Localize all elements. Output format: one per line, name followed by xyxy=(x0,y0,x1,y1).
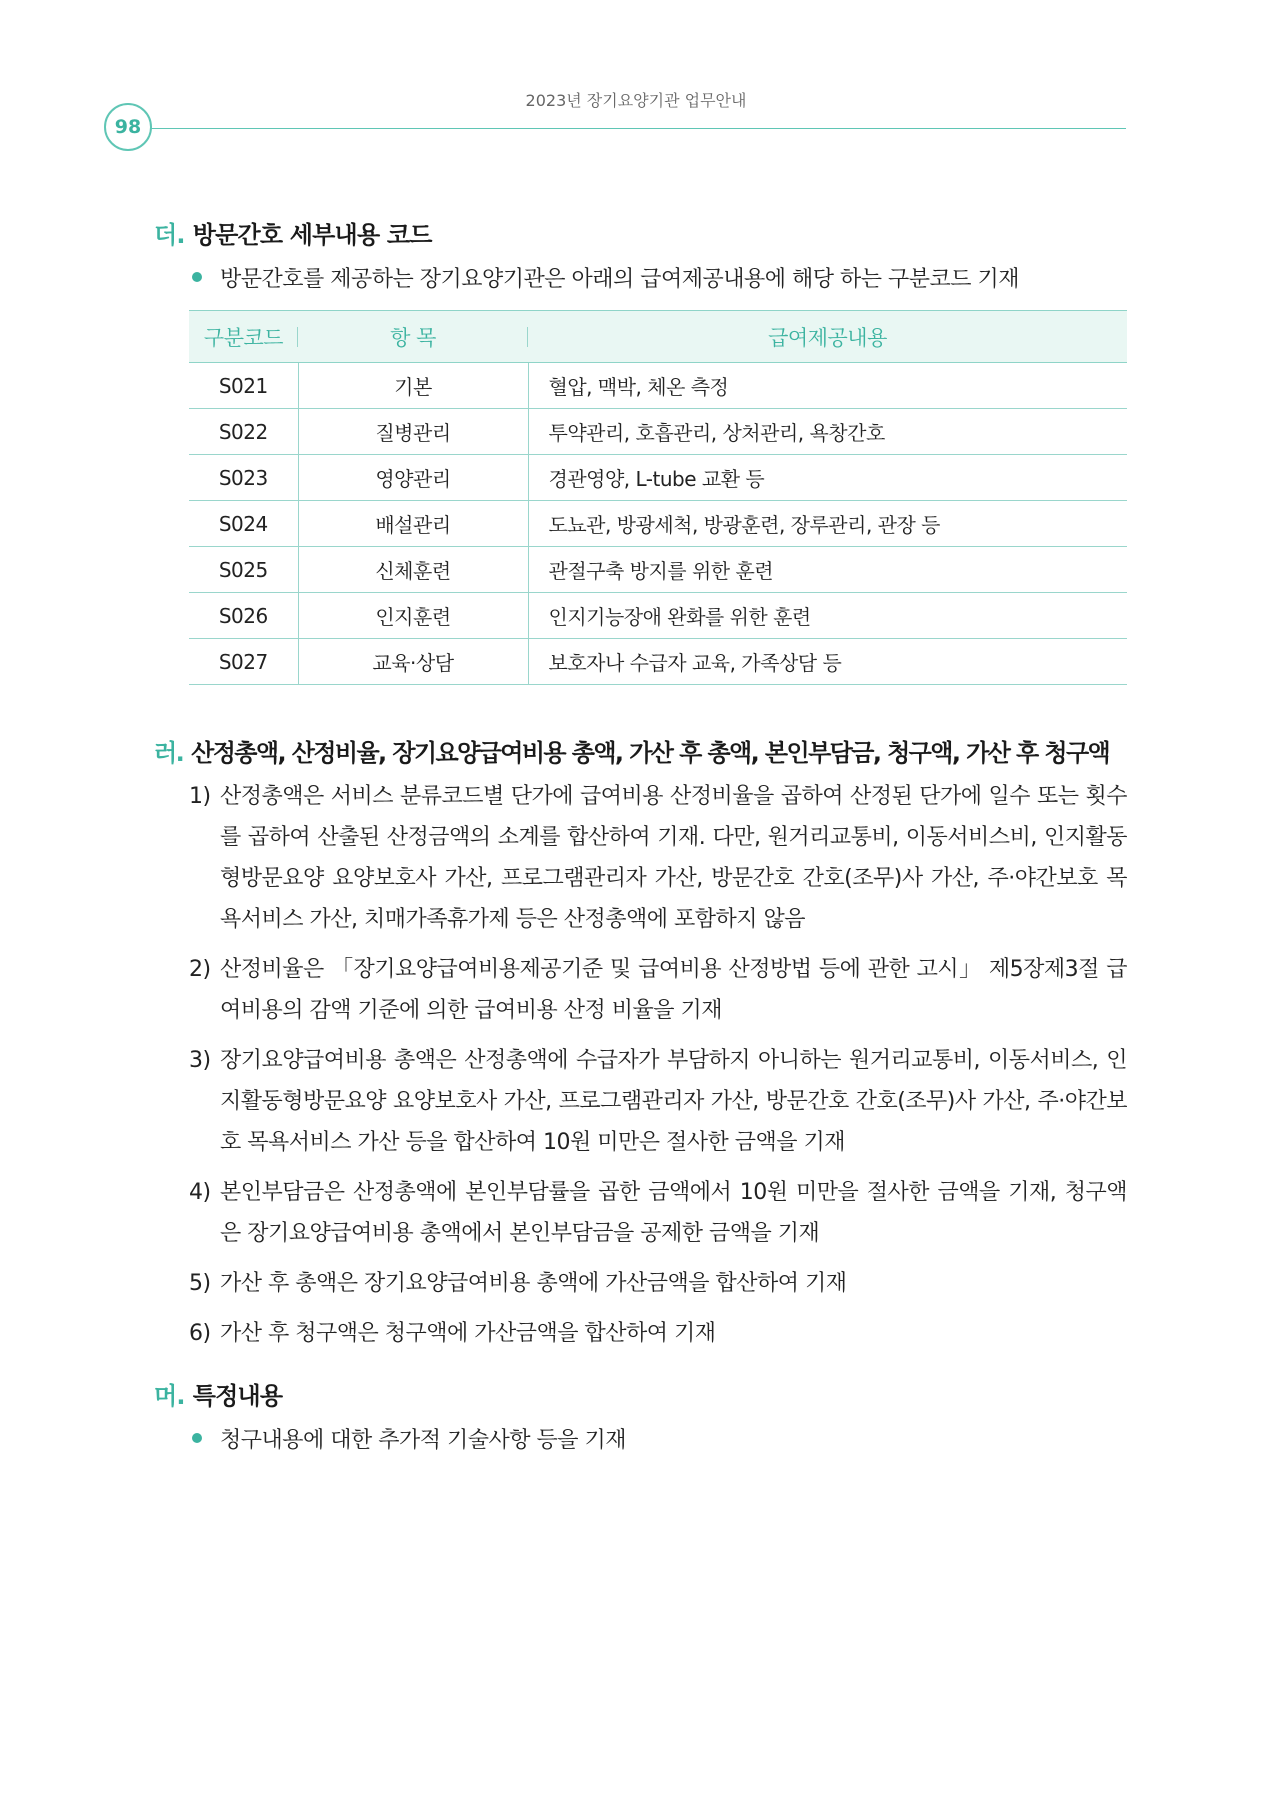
cell-item: 영양관리 xyxy=(298,455,528,501)
section-title-text: 특정내용 xyxy=(192,1382,283,1410)
section-title-text: 산정총액, 산정비율, 장기요양급여비용 총액, 가산 후 총액, 본인부담금, 청구액, 가산 후 청구액 xyxy=(191,739,1110,767)
cell-item: 교육·상담 xyxy=(298,639,528,685)
visit-nursing-code-table xyxy=(189,310,1127,685)
cell-code: S027 xyxy=(189,639,298,685)
table-row xyxy=(189,547,1127,593)
cell-content: 경관영양, L-tube 교환 등 xyxy=(528,455,1127,501)
bullet-dot-icon xyxy=(192,1433,202,1443)
bullet-text: 청구내용에 대한 추가적 기술사항 등을 기재 xyxy=(220,1428,627,1453)
table-header-row xyxy=(189,311,1127,363)
cell-content: 투약관리, 호흡관리, 상처관리, 욕창간호 xyxy=(528,409,1127,455)
list-item xyxy=(189,1040,1127,1163)
table-row xyxy=(189,363,1127,409)
cell-content: 관절구축 방지를 위한 훈련 xyxy=(528,547,1127,593)
list-item-text: 산정비율은 「장기요양급여비용제공기준 및 급여비용 산정방법 등에 관한 고시」 제5장제3절 급여비용의 감액 기준에 의한 급여비용 산정 비율을 기재 xyxy=(220,957,1127,1023)
cell-content: 도뇨관, 방광세척, 방광훈련, 장루관리, 관장 등 xyxy=(528,501,1127,547)
cell-code: S024 xyxy=(189,501,298,547)
cell-item: 기본 xyxy=(298,363,528,409)
bullet-visit-nursing xyxy=(192,262,1019,293)
cell-content: 혈압, 맥박, 체온 측정 xyxy=(528,363,1127,409)
list-item xyxy=(189,776,1127,940)
cell-item: 신체훈련 xyxy=(298,547,528,593)
list-item xyxy=(189,1313,1127,1354)
cell-code: S023 xyxy=(189,455,298,501)
page-number-badge: 98 xyxy=(104,103,152,151)
section-title-text: 방문간호 세부내용 코드 xyxy=(192,221,432,249)
section-title-visit-nursing xyxy=(154,215,432,250)
header-rule xyxy=(150,128,1126,129)
list-item-text: 본인부담금은 산정총액에 본인부담률을 곱한 금액에서 10원 미만을 절사한 금액을 기재, 청구액은 장기요양급여비용 총액에서 본인부담금을 공제한 금액을 기재 xyxy=(220,1180,1127,1246)
bullet-text: 방문간호를 제공하는 장기요양기관은 아래의 급여제공내용에 해당 하는 구분코드 기재 xyxy=(220,267,1020,292)
section-title-amounts xyxy=(154,733,1109,768)
section-marker: 러. xyxy=(154,739,184,767)
section-title-specific xyxy=(154,1376,282,1411)
cell-code: S026 xyxy=(189,593,298,639)
cell-code: S021 xyxy=(189,363,298,409)
cell-content: 인지기능장애 완화를 위한 훈련 xyxy=(528,593,1127,639)
list-item-text: 가산 후 총액은 장기요양급여비용 총액에 가산금액을 합산하여 기재 xyxy=(220,1271,847,1296)
col-header-code: 구분코드 xyxy=(189,311,298,363)
list-item-text: 가산 후 청구액은 청구액에 가산금액을 합산하여 기재 xyxy=(220,1321,716,1346)
table-row xyxy=(189,409,1127,455)
col-header-content: 급여제공내용 xyxy=(528,311,1127,363)
cell-item: 인지훈련 xyxy=(298,593,528,639)
amounts-numbered-list xyxy=(189,776,1127,1363)
cell-item: 배설관리 xyxy=(298,501,528,547)
table-row xyxy=(189,593,1127,639)
list-item-number: 2) xyxy=(189,957,211,982)
table-row xyxy=(189,501,1127,547)
cell-code: S025 xyxy=(189,547,298,593)
bullet-specific xyxy=(192,1423,626,1454)
col-header-item: 항 목 xyxy=(298,311,528,363)
table-row xyxy=(189,455,1127,501)
list-item-number: 5) xyxy=(189,1271,211,1296)
list-item-number: 3) xyxy=(189,1048,211,1073)
list-item xyxy=(189,1172,1127,1254)
list-item-number: 6) xyxy=(189,1321,211,1346)
cell-content: 보호자나 수급자 교육, 가족상담 등 xyxy=(528,639,1127,685)
list-item-text: 산정총액은 서비스 분류코드별 단가에 급여비용 산정비율을 곱하여 산정된 단가에 일수 또는 횟수를 곱하여 산출된 산정금액의 소계를 합산하여 기재. 다만, 원거리교통비, 이동서비스비, 인지활동형방문요양 요양보호사 가산, 프로그램관리자 가산, 방문간호 간호(조무)사 가산, 주·야간보호 목욕서비스 가산, 치매가족휴가제 등은 산정총액에 포함하지 않음 xyxy=(220,784,1127,932)
cell-item: 질병관리 xyxy=(298,409,528,455)
table-row xyxy=(189,639,1127,685)
list-item xyxy=(189,1263,1127,1304)
list-item-number: 1) xyxy=(189,784,211,809)
section-marker: 더. xyxy=(154,221,185,249)
section-marker: 머. xyxy=(154,1382,185,1410)
cell-code: S022 xyxy=(189,409,298,455)
list-item-text: 장기요양급여비용 총액은 산정총액에 수급자가 부담하지 아니하는 원거리교통비, 이동서비스, 인지활동형방문요양 요양보호사 가산, 프로그램관리자 가산, 방문간호 간호(조무)사 가산, 주·야간보호 목욕서비스 가산 등을 합산하여 10원 미만은 절사한 금액을 기재 xyxy=(220,1048,1127,1155)
list-item xyxy=(189,949,1127,1031)
bullet-dot-icon xyxy=(192,272,202,282)
running-header: 2023년 장기요양기관 업무안내 xyxy=(525,91,747,110)
list-item-number: 4) xyxy=(189,1180,211,1205)
